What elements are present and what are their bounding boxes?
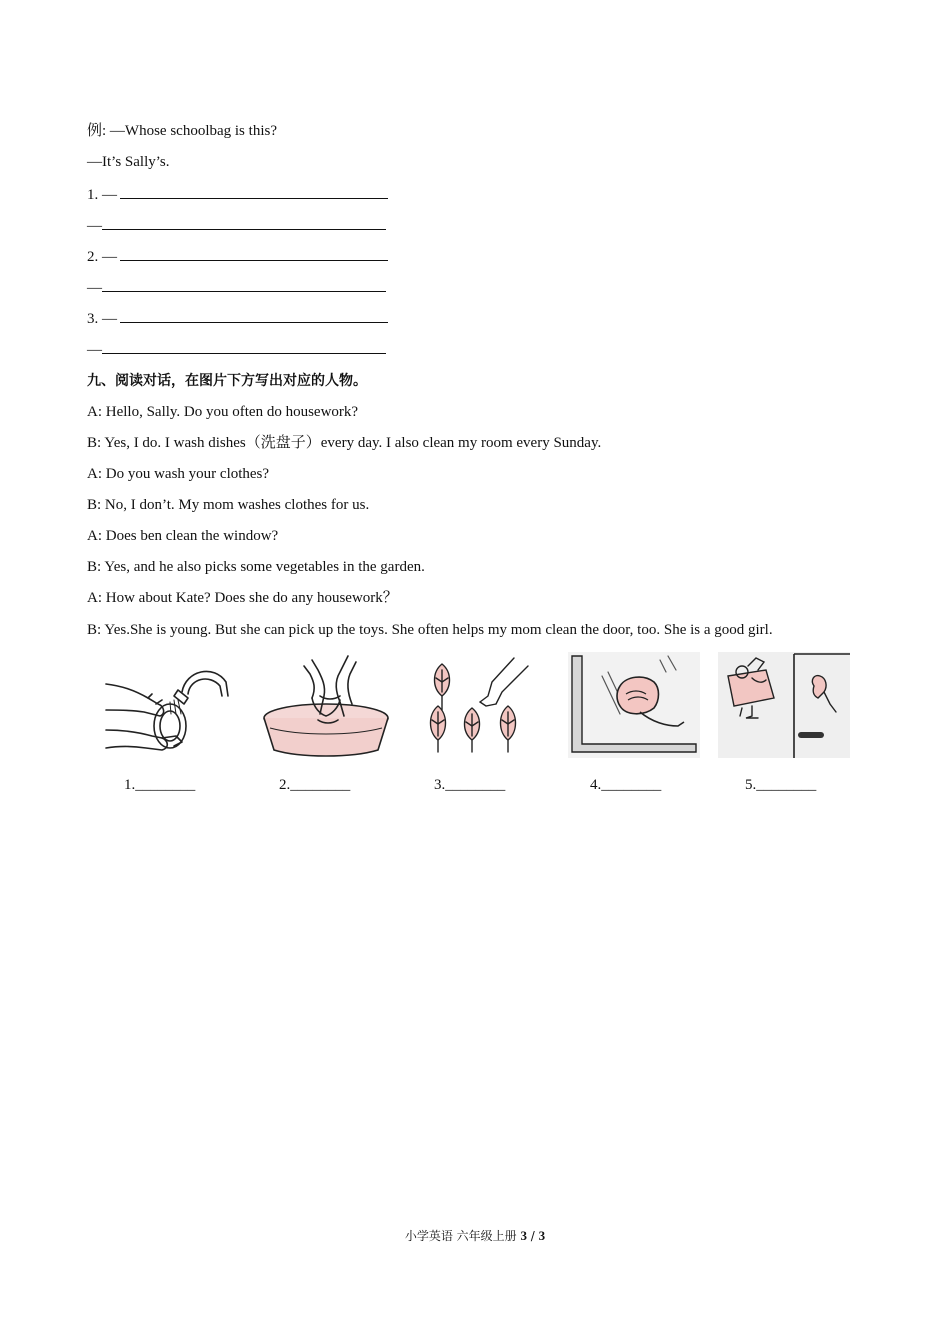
qa-dash: — bbox=[87, 280, 102, 296]
answer-blank[interactable] bbox=[120, 246, 388, 261]
dialogue-line: B: Yes.She is young. But she can pick up the toys. She often helps my mom clean the door, too. She is a good girl. bbox=[87, 622, 773, 638]
qa-row-1-question bbox=[87, 184, 388, 205]
answer-blank[interactable] bbox=[102, 215, 386, 230]
page-total: 3 bbox=[538, 1228, 546, 1243]
qa-dash: — bbox=[102, 187, 117, 203]
footer-subject: 小学英语 六年级上册 bbox=[404, 1229, 517, 1243]
qa-dash: — bbox=[102, 249, 117, 265]
qa-row-2-question bbox=[87, 246, 388, 267]
qa-row-3-question bbox=[87, 308, 388, 329]
picture-caption: 5.________ bbox=[745, 777, 817, 793]
qa-row-2-answer bbox=[87, 277, 386, 298]
answer-blank[interactable] bbox=[120, 184, 388, 199]
washing-dishes-picture bbox=[104, 652, 236, 758]
dialogue-line: B: Yes, I do. I wash dishes（洗盘子）every day. I also clean my room every Sunday. bbox=[87, 435, 602, 451]
cleaning-window-picture bbox=[568, 652, 700, 758]
answer-blank[interactable] bbox=[102, 339, 386, 354]
answer-blank[interactable] bbox=[120, 308, 388, 323]
qa-number: 2. bbox=[87, 249, 99, 265]
dialogue-line: A: Does ben clean the window? bbox=[87, 528, 279, 544]
dialogue-line: A: Hello, Sally. Do you often do housework? bbox=[87, 404, 359, 420]
picture-caption: 2.________ bbox=[279, 777, 351, 793]
washing-clothes-picture bbox=[260, 652, 392, 758]
dialogue-line: A: How about Kate? Does she do any housework？ bbox=[87, 590, 398, 606]
picture-caption: 1.________ bbox=[124, 777, 196, 793]
dialogue-line: B: No, I don’t. My mom washes clothes for us. bbox=[87, 497, 370, 513]
qa-number: 3. bbox=[87, 311, 99, 327]
qa-row-1-answer bbox=[87, 215, 386, 236]
qa-row-3-answer bbox=[87, 339, 386, 360]
cleaning-door-picture bbox=[718, 652, 850, 758]
qa-dash: — bbox=[102, 311, 117, 327]
example-question: 例: —Whose schoolbag is this? bbox=[87, 123, 277, 139]
picture-caption: 4.________ bbox=[590, 777, 662, 793]
dialogue-line: B: Yes, and he also picks some vegetables in the garden. bbox=[87, 559, 425, 575]
section-heading: 九、阅读对话，在图片下方写出对应的人物。 bbox=[87, 373, 367, 389]
qa-dash: — bbox=[87, 342, 102, 358]
example-answer: —It’s Sally’s. bbox=[87, 154, 170, 170]
dialogue-line: A: Do you wash your clothes? bbox=[87, 466, 270, 482]
page-current: 3 bbox=[520, 1228, 527, 1243]
answer-blank[interactable] bbox=[102, 277, 386, 292]
picking-vegetables-picture bbox=[416, 652, 548, 758]
page-separator: / bbox=[530, 1229, 535, 1243]
picture-row bbox=[100, 652, 860, 762]
qa-number: 1. bbox=[87, 187, 99, 203]
page-footer bbox=[0, 1227, 950, 1244]
qa-dash: — bbox=[87, 218, 102, 234]
picture-caption: 3.________ bbox=[434, 777, 506, 793]
